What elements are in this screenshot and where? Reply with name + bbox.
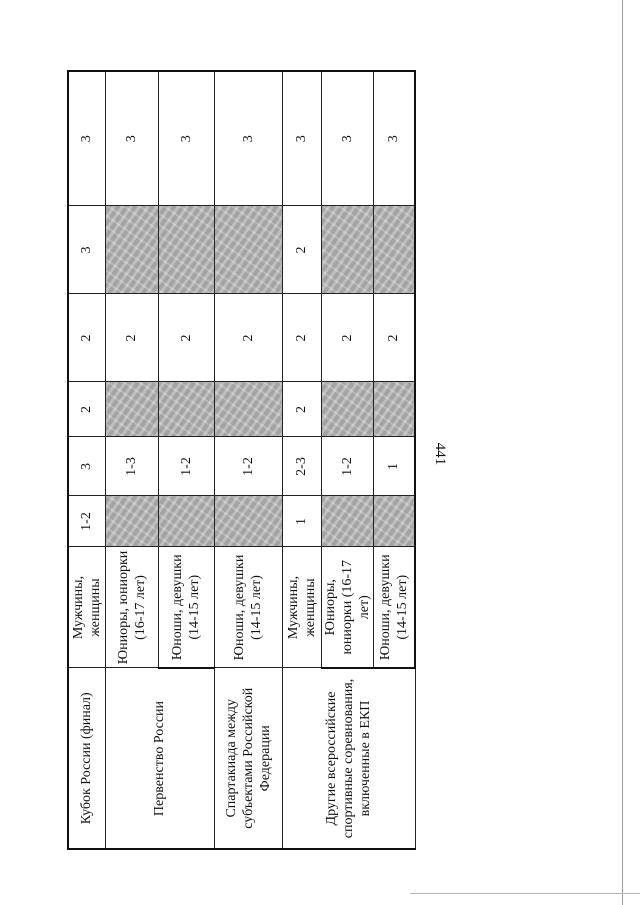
value-cell: 3 <box>105 71 158 206</box>
competition-table <box>67 70 416 850</box>
value-cell: 2 <box>282 294 321 382</box>
shaded-cell <box>158 496 214 547</box>
category-cell: Юноши, девушки (14-15 лет) <box>158 547 214 668</box>
shaded-cell <box>105 206 158 294</box>
value-cell: 3 <box>68 206 105 294</box>
table-row <box>68 71 105 849</box>
shaded-cell <box>214 382 282 437</box>
value-cell: 3 <box>68 437 105 496</box>
shaded-cell <box>105 496 158 547</box>
value-cell: 3 <box>68 71 105 206</box>
shaded-cell <box>321 382 373 437</box>
shaded-cell <box>214 496 282 547</box>
event-cell: Первенство России <box>105 668 214 849</box>
page-edge-right <box>622 0 623 905</box>
table-row <box>282 71 321 849</box>
value-cell: 2 <box>321 294 373 382</box>
shaded-cell <box>373 496 415 547</box>
value-cell: 1 <box>373 437 415 496</box>
shaded-cell <box>373 382 415 437</box>
table-row <box>214 71 282 849</box>
value-cell: 3 <box>282 71 321 206</box>
value-cell: 2 <box>282 382 321 437</box>
table-row <box>105 71 158 849</box>
category-cell: Юноши, девушки (14-15 лет) <box>214 547 282 668</box>
shaded-cell <box>373 206 415 294</box>
shaded-cell <box>158 382 214 437</box>
event-cell: Другие всероссийские спортивные соревнования, включенные в ЕКП <box>282 668 415 849</box>
page-number: 441 <box>432 442 448 466</box>
value-cell: 3 <box>158 71 214 206</box>
shaded-cell <box>214 206 282 294</box>
shaded-cell <box>321 206 373 294</box>
value-cell: 1-2 <box>68 496 105 547</box>
event-cell: Кубок России (финал) <box>68 668 105 849</box>
category-cell: Мужчины, женщины <box>68 547 105 668</box>
rotated-table-container <box>67 72 410 850</box>
value-cell: 1-3 <box>105 437 158 496</box>
shaded-cell <box>158 206 214 294</box>
value-cell: 2 <box>68 294 105 382</box>
event-cell: Спартакиада между субъектами Российской Федерации <box>214 668 282 849</box>
value-cell: 1-2 <box>158 437 214 496</box>
value-cell: 1-2 <box>321 437 373 496</box>
value-cell: 3 <box>321 71 373 206</box>
value-cell: 2 <box>158 294 214 382</box>
value-cell: 2 <box>282 206 321 294</box>
page-edge-bottom <box>410 893 640 894</box>
value-cell: 2 <box>105 294 158 382</box>
value-cell: 3 <box>373 71 415 206</box>
value-cell: 1 <box>282 496 321 547</box>
category-cell: Юниоры, юниорки (16-17 лет) <box>321 547 373 668</box>
category-cell: Мужчины, женщины <box>282 547 321 668</box>
value-cell: 1-2 <box>214 437 282 496</box>
shaded-cell <box>105 382 158 437</box>
value-cell: 2 <box>68 382 105 437</box>
category-cell: Юниоры, юниорки (16-17 лет) <box>105 547 158 668</box>
value-cell: 3 <box>214 71 282 206</box>
value-cell: 2 <box>214 294 282 382</box>
value-cell: 2 <box>373 294 415 382</box>
category-cell: Юноши, девушки (14-15 лет) <box>373 547 415 668</box>
value-cell: 2-3 <box>282 437 321 496</box>
shaded-cell <box>321 496 373 547</box>
